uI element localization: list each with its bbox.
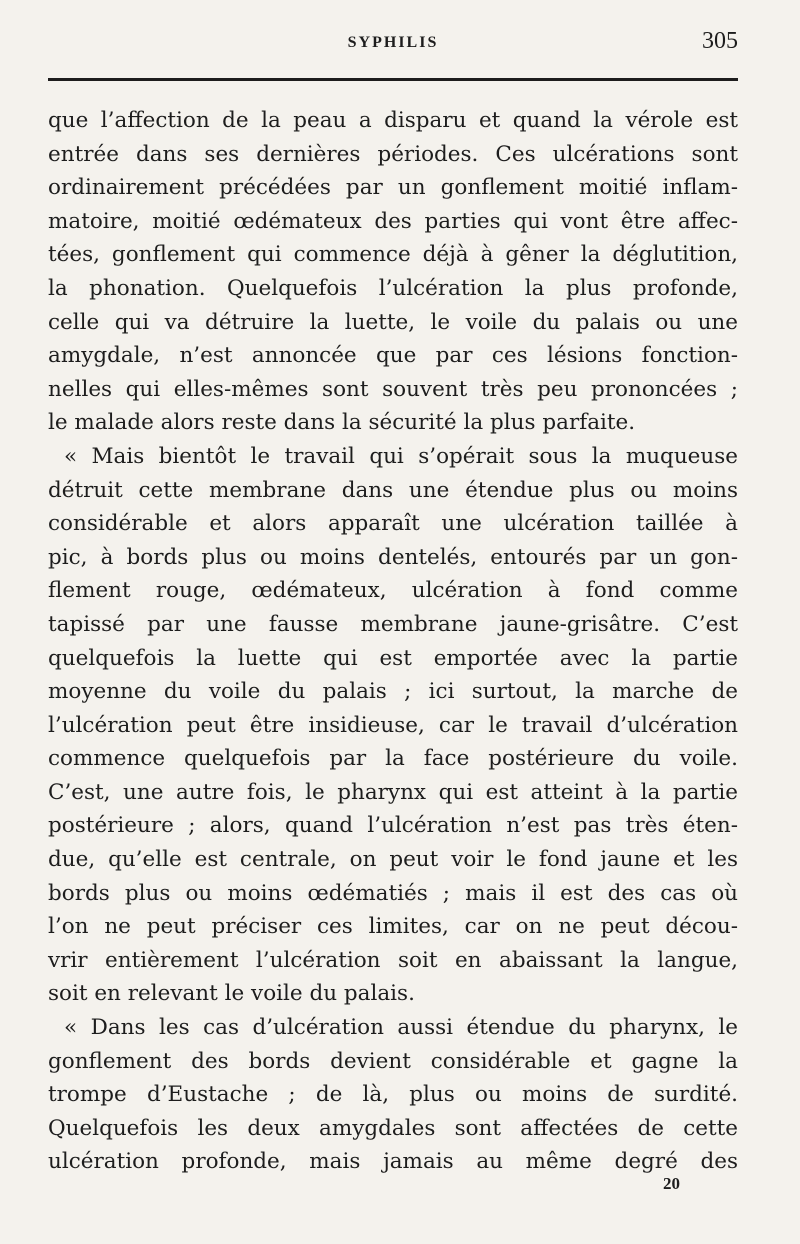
text-line: soit en relevant le voile du palais.	[48, 981, 415, 1007]
text-line: « Dans les cas d’ulcération aussi étendue du pharynx, le	[64, 1015, 738, 1041]
text-line: celle qui va détruire la luette, le voile du palais ou une	[48, 309, 738, 335]
text-line: la phonation. Quelquefois l’ulcération la plus profonde,	[48, 275, 738, 301]
text-line: matoire, moitié œdémateux des parties qui vont être affec-	[48, 208, 738, 234]
text-line: pic, à bords plus ou moins dentelés, entourés par un gon-	[48, 544, 738, 570]
text-line: commence quelquefois par la face postérieure du voile.	[48, 746, 738, 772]
page-number: 305	[702, 28, 738, 54]
text-line: due, qu’elle est centrale, on peut voir le fond jaune et les	[48, 847, 738, 873]
text-line: C’est, une autre fois, le pharynx qui est atteint à la partie	[48, 779, 738, 805]
text-line: entrée dans ses dernières périodes. Ces ulcérations sont	[48, 141, 738, 167]
text-line: bords plus ou moins œdématiés ; mais il est des cas où	[48, 880, 738, 906]
body-text	[48, 104, 738, 1179]
text-line: tapissé par une fausse membrane jaune-grisâtre. C’est	[48, 611, 738, 637]
text-line: le malade alors reste dans la sécurité la plus parfaite.	[48, 410, 636, 436]
text-line: postérieure ; alors, quand l’ulcération n’est pas très éten-	[48, 813, 738, 839]
running-title: SYPHILIS	[347, 34, 439, 51]
text-line: quelquefois la luette qui est emportée avec la partie	[48, 645, 738, 671]
text-line: l’ulcération peut être insidieuse, car le travail d’ulcération	[48, 712, 738, 738]
text-line: vrir entièrement l’ulcération soit en abaissant la langue,	[48, 947, 738, 973]
text-line: amygdale, n’est annoncée que par ces lésions fonction-	[48, 343, 738, 369]
text-line: détruit cette membrane dans une étendue plus ou moins	[48, 477, 738, 503]
text-line: considérable et alors apparaît une ulcération taillée à	[48, 511, 738, 537]
text-line: que l’affection de la peau a disparu et quand la vérole est	[48, 108, 738, 133]
text-line: nelles qui elles-mêmes sont souvent très peu prononcées ;	[48, 376, 738, 402]
text-line: gonflement des bords devient considérable et gagne la	[48, 1048, 738, 1074]
text-line: ulcération profonde, mais jamais au même degré des	[48, 1149, 738, 1175]
text-line: Quelquefois les deux amygdales sont affectées de cette	[48, 1115, 738, 1141]
text-line: l’on ne peut préciser ces limites, car on ne peut décou-	[48, 914, 738, 940]
text-line: ordinairement précédées par un gonflement moitié inflam-	[48, 175, 738, 201]
page-header	[48, 28, 738, 68]
signature-mark: 20	[663, 1174, 680, 1193]
text-line: tées, gonflement qui commence déjà à gêner la déglutition,	[48, 242, 738, 268]
text-line: flement rouge, œdémateux, ulcération à fond comme	[48, 578, 738, 604]
header-rule	[48, 78, 738, 81]
text-line: trompe d’Eustache ; de là, plus ou moins de surdité.	[48, 1082, 738, 1108]
text-line: moyenne du voile du palais ; ici surtout, la marche de	[48, 679, 738, 705]
text-line: « Mais bientôt le travail qui s’opérait sous la muqueuse	[64, 443, 738, 469]
